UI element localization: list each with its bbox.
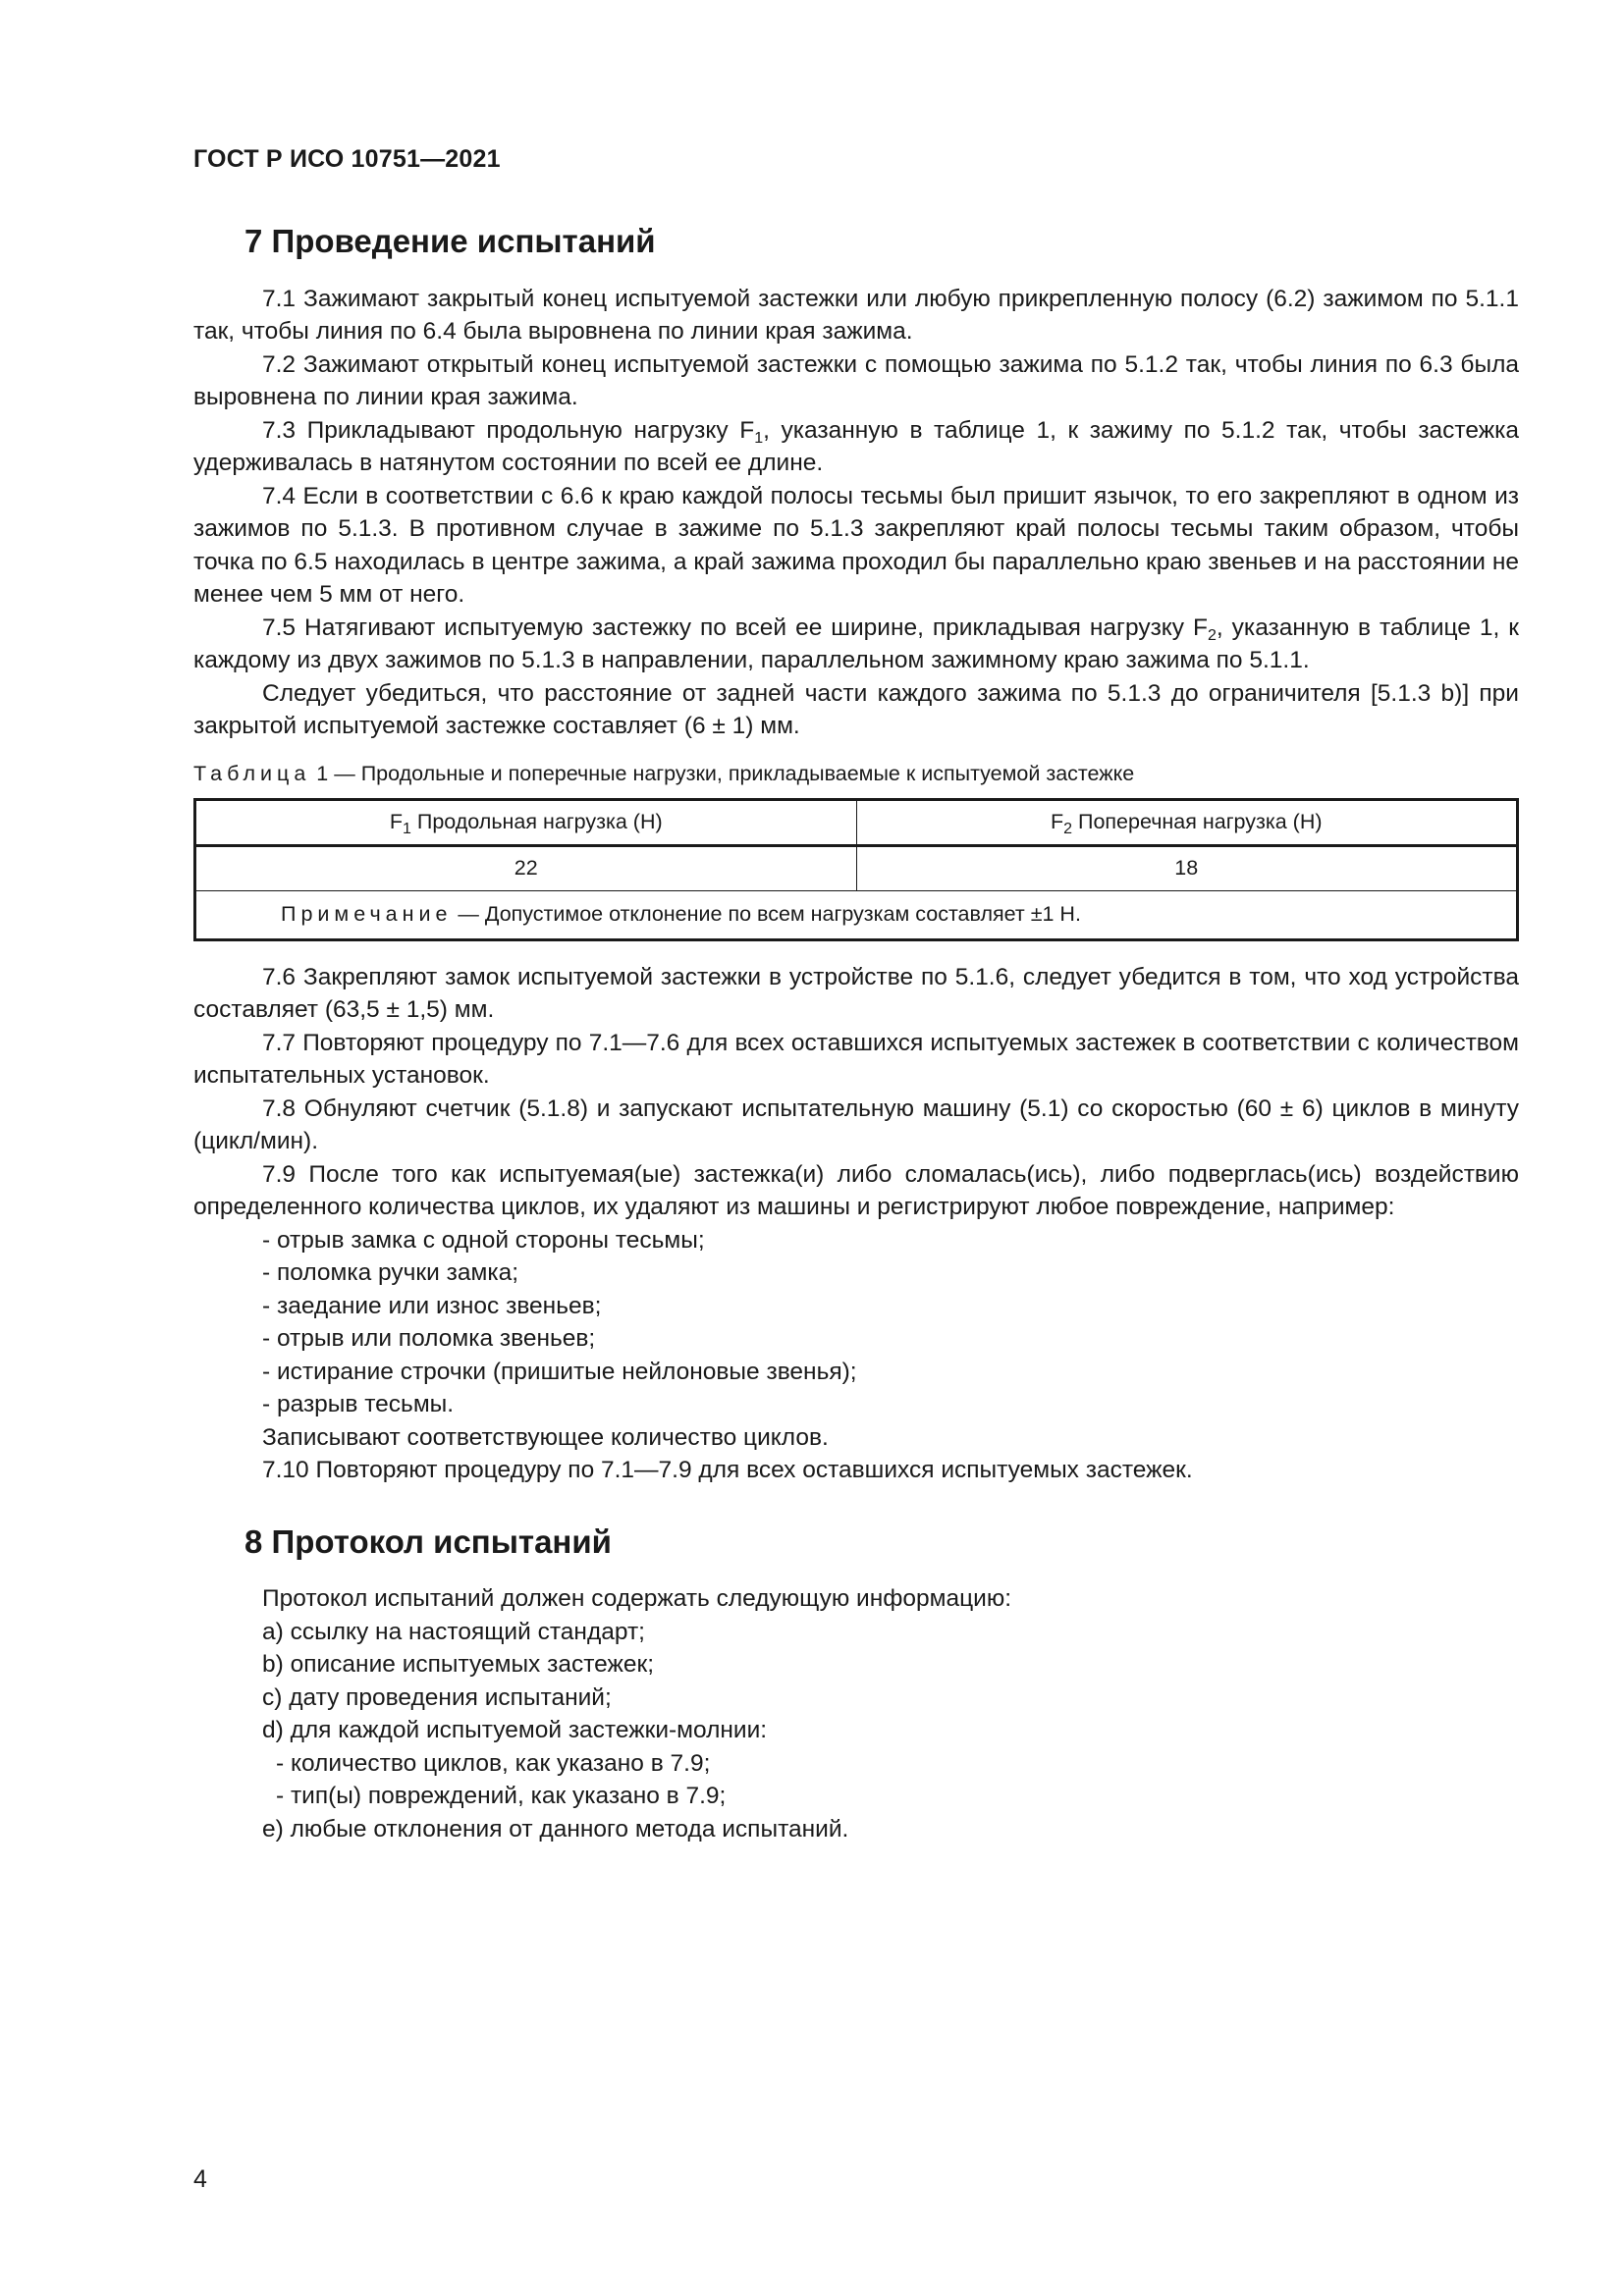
subscript-f2: 2 — [1063, 821, 1073, 838]
list-item: - истирание строчки (пришитые нейлоновые звенья); — [262, 1358, 857, 1385]
list-subitem: - тип(ы) повреждений, как указано в 7.9; — [276, 1783, 727, 1810]
list-item: a) ссылку на настоящий стандарт; — [262, 1618, 645, 1645]
table-header-transverse — [856, 799, 1518, 845]
table-caption-label: Таблица — [193, 761, 311, 785]
table-header-row — [195, 799, 1518, 845]
paragraph-7-3-start: 7.3 Прикладывают продольную нагрузку F — [262, 416, 755, 444]
page-content — [193, 222, 1519, 1845]
subscript-f1: 1 — [402, 821, 411, 838]
list-item: - отрыв замка с одной стороны тесьмы; — [262, 1226, 705, 1254]
table-caption-text: 1 — Продольные и поперечные нагрузки, прикладываемые к испытуемой застежке — [310, 761, 1135, 785]
list-subitem: - количество циклов, как указано в 7.9; — [276, 1749, 711, 1777]
paragraph-7-7: 7.7 Повторяют процедуру по 7.1—7.6 для всех оставшихся испытуемых застежек в соответствии с количеством испытательных установок. — [193, 1029, 1519, 1090]
paragraph-7-8: 7.8 Обнуляют счетчик (5.1.8) и запускают испытательную машину (5.1) со скоростью (60 ± 6) циклов в минуту (цикл/мин). — [193, 1095, 1519, 1155]
table-note — [195, 890, 1518, 939]
paragraph-7-10: 7.10 Повторяют процедуру по 7.1—7.9 для всех оставшихся испытуемых застежек. — [262, 1457, 1193, 1484]
list-item: - поломка ручки замка; — [262, 1259, 519, 1287]
paragraph-7-9: 7.9 После того как испытуемая(ые) застежка(и) либо сломалась(ись), либо подверглась(ись) воздействию определенного количества циклов, их удаляют из машины и регистрируют любое повреждение, например: — [193, 1160, 1519, 1221]
table-cell-transverse: 18 — [856, 845, 1518, 890]
paragraph-7-1: 7.1 Зажимают закрытый конец испытуемой застежки или любую прикрепленную полосу (6.2) зажимом по 5.1.1 так, чтобы линия по 6.4 была выровнена по линии края зажима. — [193, 285, 1519, 346]
list-item: - разрыв тесьмы. — [262, 1391, 455, 1418]
table-row — [195, 845, 1518, 890]
table-note-row — [195, 890, 1518, 939]
section-8-intro: Протокол испытаний должен содержать следующую информацию: — [262, 1585, 1012, 1613]
table-caption — [193, 759, 1519, 788]
page-number: 4 — [193, 2165, 207, 2193]
after-table-block — [193, 961, 1519, 1487]
list-item: - отрыв или поломка звеньев; — [262, 1325, 596, 1353]
paragraph-7-5 — [193, 612, 1519, 677]
record-line: Записывают соответствующее количество циклов. — [262, 1423, 829, 1451]
loads-table — [193, 798, 1519, 941]
paragraph-7-6: 7.6 Закрепляют замок испытуемой застежки в устройстве по 5.1.6, следует убедится в том, что ход устройства составляет (63,5 ± 1,5) мм. — [193, 963, 1519, 1024]
header-longitudinal-text: Продольная нагрузка (Н) — [410, 810, 663, 834]
list-item: - заедание или износ звеньев; — [262, 1292, 602, 1319]
paragraph-7-3 — [193, 414, 1519, 480]
paragraph-7-5-note: Следует убедиться, что расстояние от задней части каждого зажима по 5.1.3 до ограничителя [5.1.3 b)] при закрытой испытуемой застежке составляет (6 ± 1) мм. — [193, 679, 1519, 740]
symbol-f1: F — [389, 810, 403, 834]
table-note-label: Примечание — [281, 902, 453, 927]
header-transverse-text: Поперечная нагрузка (Н) — [1072, 810, 1323, 834]
section-7-title: 7 Проведение испытаний — [244, 223, 656, 259]
symbol-f2: F — [1050, 810, 1064, 834]
paragraph-7-4: 7.4 Если в соответствии с 6.6 к краю каждой полосы тесьмы был пришит язычок, то его закрепляют в одном из зажимов по 5.1.3. В противном случае в зажиме по 5.1.3 закрепляют край полосы тесьмы таким образом, чтобы точка по 6.5 находилась в центре зажима, а край зажима проходил бы параллельно краю звеньев и на расстоянии не менее чем 5 мм от него. — [193, 482, 1519, 609]
paragraph-7-5-end: , указанную в таблице 1, к каждому из двух зажимов по 5.1.3 в направлении, параллельном зажимному краю зажима по 5.1.1. — [193, 614, 1519, 674]
subscript-2: 2 — [1208, 626, 1217, 644]
paragraph-7-2: 7.2 Зажимают открытый конец испытуемой застежки с помощью зажима по 5.1.2 так, чтобы линия по 6.3 была выровнена по линии края зажима. — [193, 350, 1519, 411]
table-note-text: — Допустимое отклонение по всем нагрузкам составляет ±1 Н. — [452, 902, 1081, 927]
section-8-title: 8 Протокол испытаний — [244, 1522, 612, 1560]
list-item: d) для каждой испытуемой застежки-молнии: — [262, 1717, 768, 1744]
paragraph-7-3-end: , указанную в таблице 1, к зажиму по 5.1.2 так, чтобы застежка удерживалась в натянутом состоянии по всей ее длине. — [193, 416, 1519, 477]
document-header: ГОСТ Р ИСО 10751—2021 — [193, 145, 501, 173]
list-item: c) дату проведения испытаний; — [262, 1683, 612, 1711]
subscript-1: 1 — [754, 429, 764, 447]
table-header-longitudinal — [195, 799, 857, 845]
table-cell-longitudinal: 22 — [195, 845, 857, 890]
paragraph-7-5-start: 7.5 Натягивают испытуемую застежку по всей ее ширине, прикладывая нагрузку F — [262, 614, 1208, 641]
list-item: e) любые отклонения от данного метода испытаний. — [262, 1815, 849, 1842]
list-item: b) описание испытуемых застежек; — [262, 1651, 655, 1679]
section-8 — [193, 1522, 1519, 1846]
